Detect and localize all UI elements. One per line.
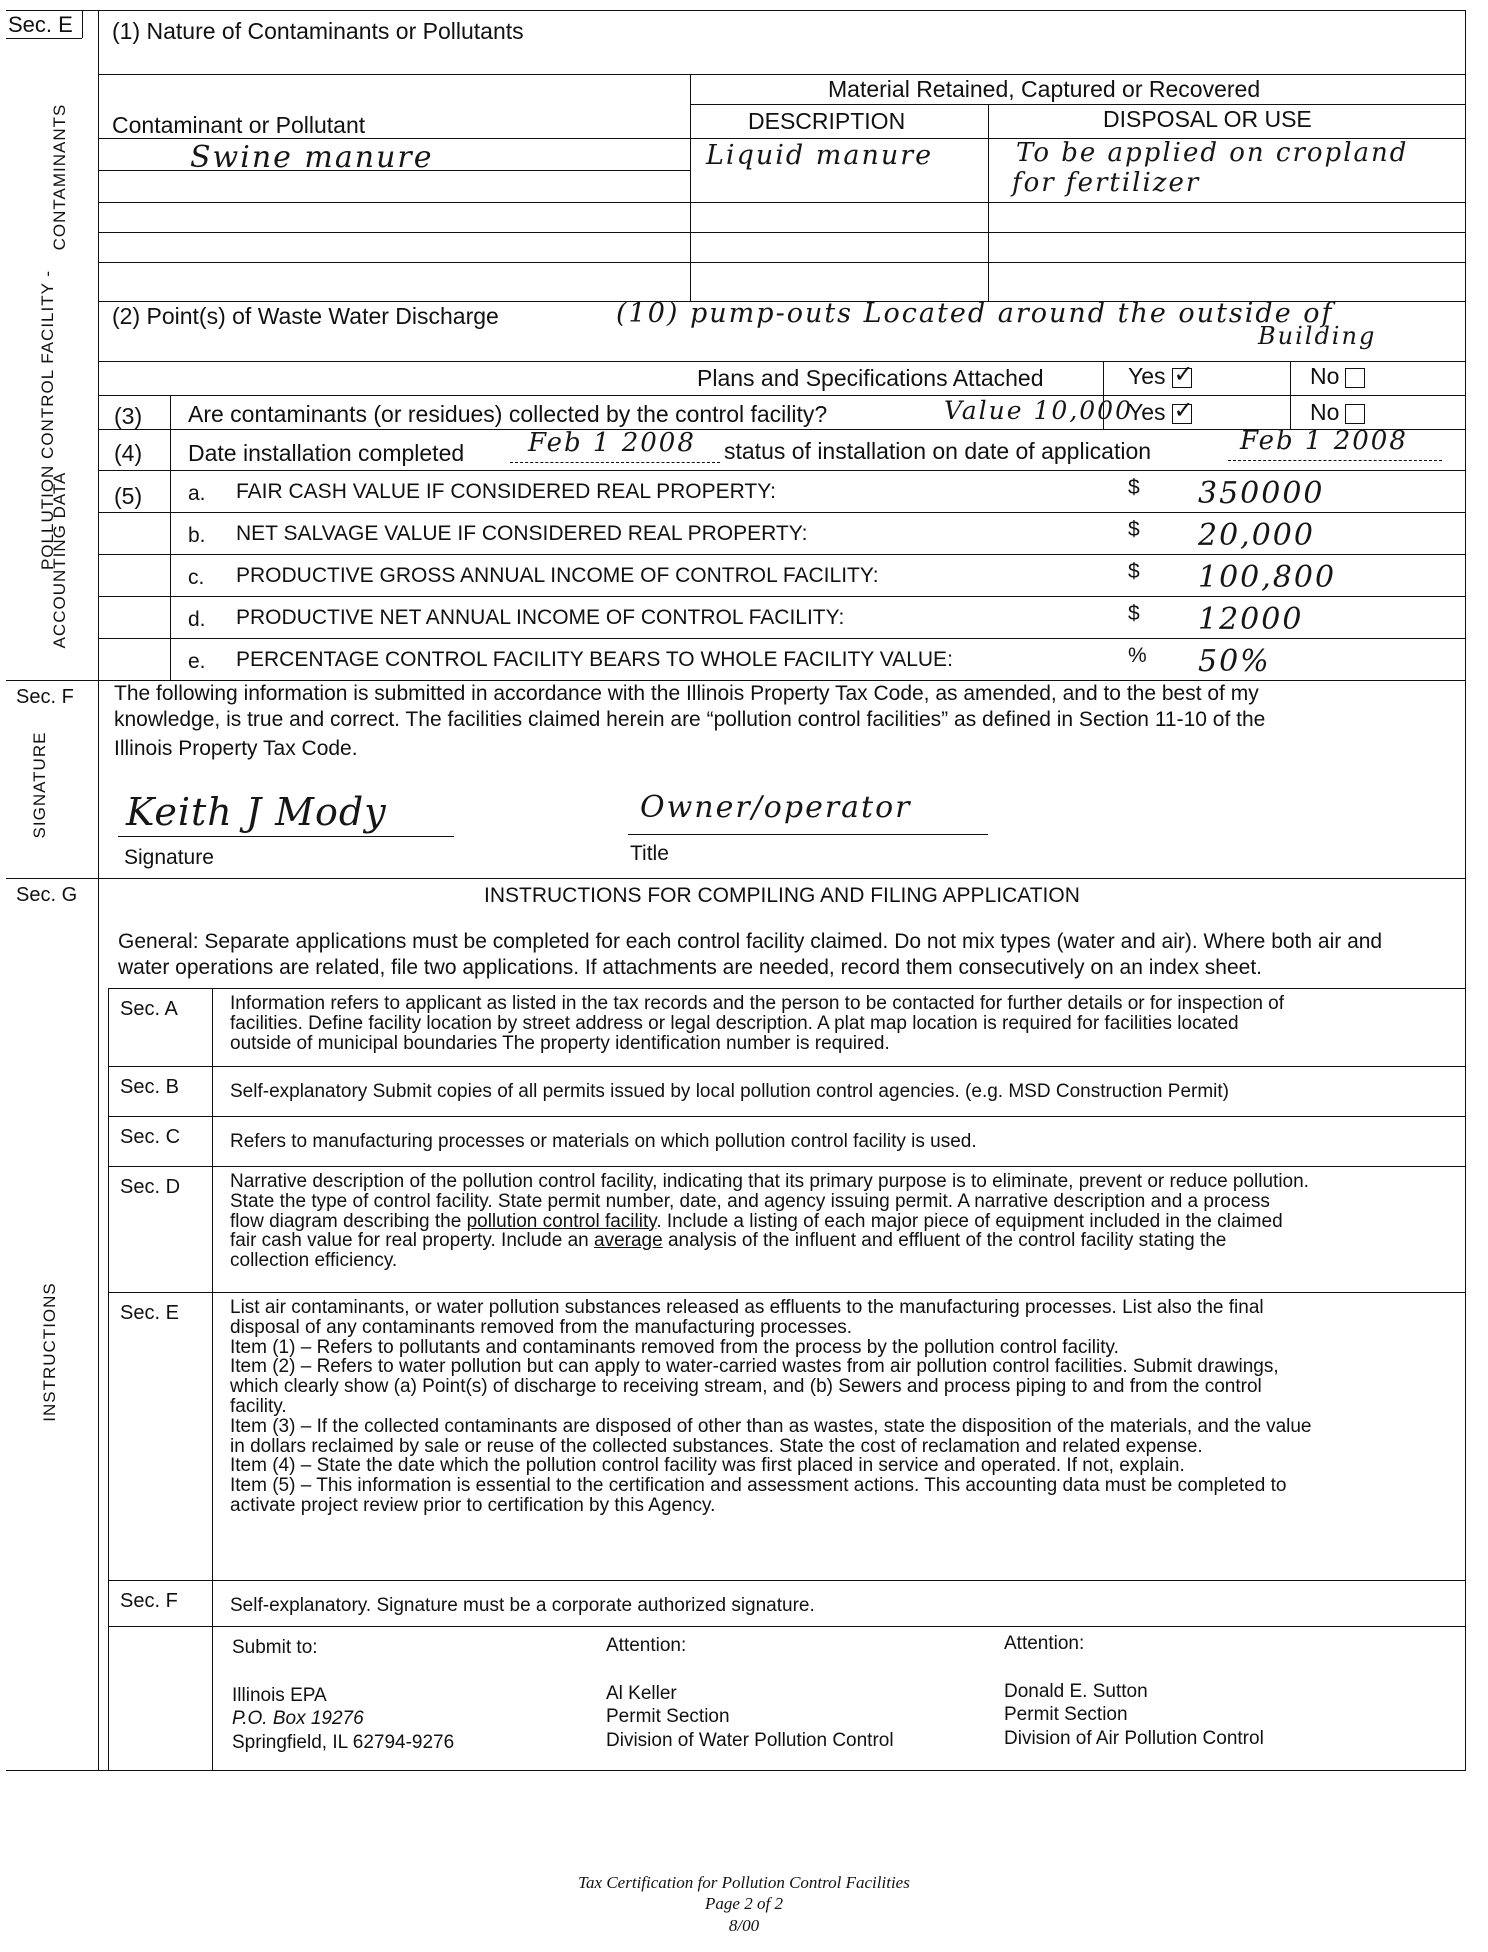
- sec-g-label: Sec. G: [16, 884, 78, 906]
- title-label: Title: [630, 842, 669, 865]
- accounting-unit: %: [1128, 644, 1147, 667]
- submit-label: Submit to:: [232, 1637, 318, 1658]
- collected-yes-checkbox[interactable]: [1172, 404, 1192, 424]
- instruction-line: fair cash value for real property. Include an average analysis of the influent and effluent of the control facility stating the: [230, 1230, 1227, 1252]
- title-value: Owner/operator: [640, 790, 912, 825]
- item4-label: Date installation completed: [188, 440, 465, 466]
- instruction-line: List air contaminants, or water pollution substances released as effluents to the manufacturing processes. List also the final: [230, 1297, 1264, 1318]
- side-label-accounting: ACCOUNTING DATA: [50, 471, 69, 649]
- instruction-section-label: Sec. A: [120, 998, 178, 1020]
- statement-line-3: Illinois Property Tax Code.: [114, 737, 358, 760]
- material-header: Material Retained, Captured or Recovered: [828, 76, 1261, 102]
- instruction-line: State the type of control facility. State permit number, date, and agency issuing permit. A narrative description and a process: [230, 1190, 1270, 1212]
- instruction-row-divider: [108, 1066, 1465, 1067]
- attention-air-label: Attention:: [1004, 1633, 1085, 1654]
- footer-date: 8/00: [728, 1915, 760, 1935]
- accounting-label: PRODUCTIVE GROSS ANNUAL INCOME OF CONTROL FACILITY:: [236, 564, 879, 587]
- instruction-line: Narrative description of the pollution control facility, indicating that its primary purpose is to eliminate, prevent or reduce pollution.: [230, 1171, 1309, 1192]
- attention-line: Donald E. Sutton: [1004, 1681, 1148, 1702]
- accounting-row-divider: [98, 596, 1465, 597]
- side-label-instructions: INSTRUCTIONS: [40, 1282, 59, 1422]
- footer-title: Tax Certification for Pollution Control Facilities: [578, 1873, 910, 1892]
- accounting-unit: $: [1128, 560, 1140, 583]
- accounting-letter: c.: [188, 566, 205, 589]
- accounting-unit: $: [1128, 602, 1140, 625]
- sec-f-label: Sec. F: [16, 686, 74, 708]
- general-line-1: General: Separate applications must be completed for each control facility claimed. Do not mix types (water and air). Where both air and: [118, 930, 1383, 953]
- item4-date: Feb 1 2008: [528, 428, 696, 458]
- item2-value-2: Building: [1258, 322, 1377, 350]
- accounting-value: 350000: [1198, 476, 1325, 511]
- side-label-contaminants: CONTAMINANTS: [50, 103, 69, 251]
- instruction-line: Item (3) – If the collected contaminants are disposed of other than as wastes, state the disposition of the materials, and the value: [230, 1415, 1312, 1437]
- instruction-line: Refers to manufacturing processes or materials on which pollution control facility is used.: [230, 1131, 977, 1152]
- attention-line: Al Keller: [606, 1683, 677, 1704]
- accounting-value: 12000: [1198, 602, 1304, 637]
- attention-line: Permit Section: [606, 1706, 730, 1728]
- instruction-section-label: Sec. E: [120, 1302, 179, 1324]
- plans-no-checkbox[interactable]: [1345, 368, 1365, 388]
- instruction-line: Item (1) – Refers to pollutants and contaminants removed from the process by the pollution control facility.: [230, 1336, 1119, 1358]
- submit-address: [232, 1684, 454, 1754]
- submit-line: P.O. Box 19276: [232, 1708, 364, 1730]
- accounting-label: NET SALVAGE VALUE IF CONSIDERED REAL PROPERTY:: [236, 522, 808, 545]
- collected-no[interactable]: No: [1310, 399, 1365, 425]
- item1-title: (1) Nature of Contaminants or Pollutants: [112, 18, 524, 44]
- col-contaminant: Contaminant or Pollutant: [112, 112, 366, 138]
- statement-line-2: knowledge, is true and correct. The facilities claimed herein are “pollution control facilities” as defined in Section 11-10 of the: [114, 708, 1266, 731]
- accounting-unit: $: [1128, 518, 1140, 541]
- accounting-row-divider: [98, 638, 1465, 639]
- accounting-value: 100,800: [1198, 560, 1337, 595]
- contaminant-value: Swine manure: [190, 140, 434, 175]
- instruction-line: Self-explanatory. Signature must be a corporate authorized signature.: [230, 1595, 815, 1616]
- side-label-signature: SIGNATURE: [30, 731, 49, 839]
- page-footer: [444, 1872, 1044, 1936]
- plans-yes[interactable]: Yes✓: [1128, 363, 1192, 389]
- instruction-section-label: Sec. D: [120, 1176, 181, 1198]
- instruction-line: which clearly show (a) Point(s) of discharge to receiving stream, and (b) Sewers and process piping to and from the control: [230, 1376, 1262, 1398]
- accounting-unit: $: [1128, 476, 1140, 499]
- attention-water-label: Attention:: [606, 1635, 687, 1656]
- accounting-row-divider: [98, 554, 1465, 555]
- plans-no[interactable]: No: [1310, 363, 1365, 389]
- instruction-line: Information refers to applicant as listed in the tax records and the person to be contacted for further details or for inspection of: [230, 993, 1285, 1014]
- instruction-line: activate project review prior to certification by this Agency.: [230, 1495, 716, 1516]
- item4-status: Feb 1 2008: [1240, 426, 1408, 456]
- instruction-row-divider: [108, 1292, 1465, 1293]
- plans-yes-checkbox[interactable]: [1172, 368, 1192, 388]
- instruction-line: in dollars reclaimed by sale or reuse of the collected substances. State the cost of reclamation and related expense.: [230, 1435, 1203, 1457]
- submit-line: Springfield, IL 62794-9276: [232, 1731, 455, 1753]
- instruction-row-divider: [108, 1580, 1465, 1581]
- collected-no-checkbox[interactable]: [1345, 404, 1365, 424]
- instruction-line: facility.: [230, 1396, 287, 1417]
- signature-value: Keith J Mody: [126, 790, 387, 834]
- instructions-heading: INSTRUCTIONS FOR COMPILING AND FILING APPLICATION: [484, 884, 1080, 907]
- instruction-row-divider: [108, 1166, 1465, 1167]
- collected-yes[interactable]: Yes✓: [1128, 399, 1192, 425]
- statement-line-1: The following information is submitted in accordance with the Illinois Property Tax Code, as amended, and to the best of my: [114, 682, 1259, 705]
- accounting-label: PERCENTAGE CONTROL FACILITY BEARS TO WHOLE FACILITY VALUE:: [236, 648, 953, 671]
- accounting-row-divider: [98, 512, 1465, 513]
- signature-label: Signature: [124, 846, 214, 869]
- instruction-line: disposal of any contaminants removed from the manufacturing processes.: [230, 1316, 853, 1338]
- instruction-section-label: Sec. B: [120, 1076, 179, 1098]
- accounting-label: FAIR CASH VALUE IF CONSIDERED REAL PROPERTY:: [236, 480, 776, 503]
- description-value: Liquid manure: [706, 140, 934, 171]
- instruction-line: Item (4) – State the date which the pollution control facility was first placed in service and operated. If not, explain.: [230, 1455, 1185, 1477]
- accounting-letter: e.: [188, 650, 206, 673]
- attention-line: Division of Water Pollution Control: [606, 1729, 894, 1751]
- instruction-line: Self-explanatory Submit copies of all permits issued by local pollution control agencies. (e.g. MSD Construction Permit): [230, 1081, 1230, 1102]
- footer-page: Page 2 of 2: [705, 1894, 783, 1914]
- item3-num: (3): [114, 403, 143, 429]
- accounting-letter: d.: [188, 608, 206, 631]
- instruction-row-divider: [108, 1626, 1465, 1627]
- side-label-pcf: POLLUTION CONTROL FACILITY -: [38, 269, 57, 571]
- instruction-line: facilities. Define facility location by street address or legal description. A plat map location is required for facilities located: [230, 1012, 1239, 1034]
- submit-line: Illinois EPA: [232, 1685, 327, 1706]
- attention-line: Permit Section: [1004, 1704, 1128, 1726]
- accounting-label: PRODUCTIVE NET ANNUAL INCOME OF CONTROL FACILITY:: [236, 606, 845, 629]
- col-disposal: DISPOSAL OR USE: [1103, 106, 1312, 132]
- item4-status-label: status of installation on date of application: [724, 438, 1152, 464]
- accounting-letter: b.: [188, 524, 206, 547]
- item2-value-1: (10) pump-outs Located around the outside of: [616, 298, 1334, 329]
- accounting-value: 50%: [1198, 644, 1271, 679]
- item3-note: Value 10,000: [944, 396, 1133, 425]
- accounting-value: 20,000: [1198, 518, 1315, 553]
- sec-e-label: Sec. E: [8, 12, 73, 37]
- plans-label: Plans and Specifications Attached: [697, 365, 1044, 391]
- instruction-line: Item (2) – Refers to water pollution but can apply to water-carried wastes from air pollution control facilities. Submit drawings,: [230, 1356, 1279, 1378]
- general-line-2: water operations are related, file two applications. If attachments are needed, record them consecutively on an index sheet.: [118, 956, 1262, 979]
- instruction-line: Item (5) – This information is essential to the certification and assessment actions. This accounting data must be completed to: [230, 1475, 1287, 1497]
- attention-line: Division of Air Pollution Control: [1004, 1727, 1264, 1749]
- item3-label: Are contaminants (or residues) collected by the control facility?: [188, 401, 828, 427]
- disposal-value-2: for fertilizer: [1012, 168, 1201, 198]
- accounting-letter: a.: [188, 482, 206, 505]
- instruction-line: flow diagram describing the pollution control facility. Include a listing of each major piece of equipment included in the claimed: [230, 1210, 1283, 1232]
- instruction-line: collection efficiency.: [230, 1250, 398, 1272]
- col-description: DESCRIPTION: [748, 108, 906, 134]
- instruction-section-label: Sec. F: [120, 1590, 178, 1612]
- item4-num: (4): [114, 440, 143, 466]
- instruction-row-divider: [108, 1116, 1465, 1117]
- attention-air: [1004, 1680, 1264, 1750]
- instruction-section-label: Sec. C: [120, 1126, 181, 1148]
- instruction-line: outside of municipal boundaries The property identification number is required.: [230, 1032, 890, 1054]
- disposal-value-1: To be applied on cropland: [1016, 138, 1409, 168]
- attention-water: [606, 1682, 894, 1752]
- item2-label: (2) Point(s) of Waste Water Discharge: [112, 303, 499, 329]
- item5-num: (5): [114, 483, 143, 509]
